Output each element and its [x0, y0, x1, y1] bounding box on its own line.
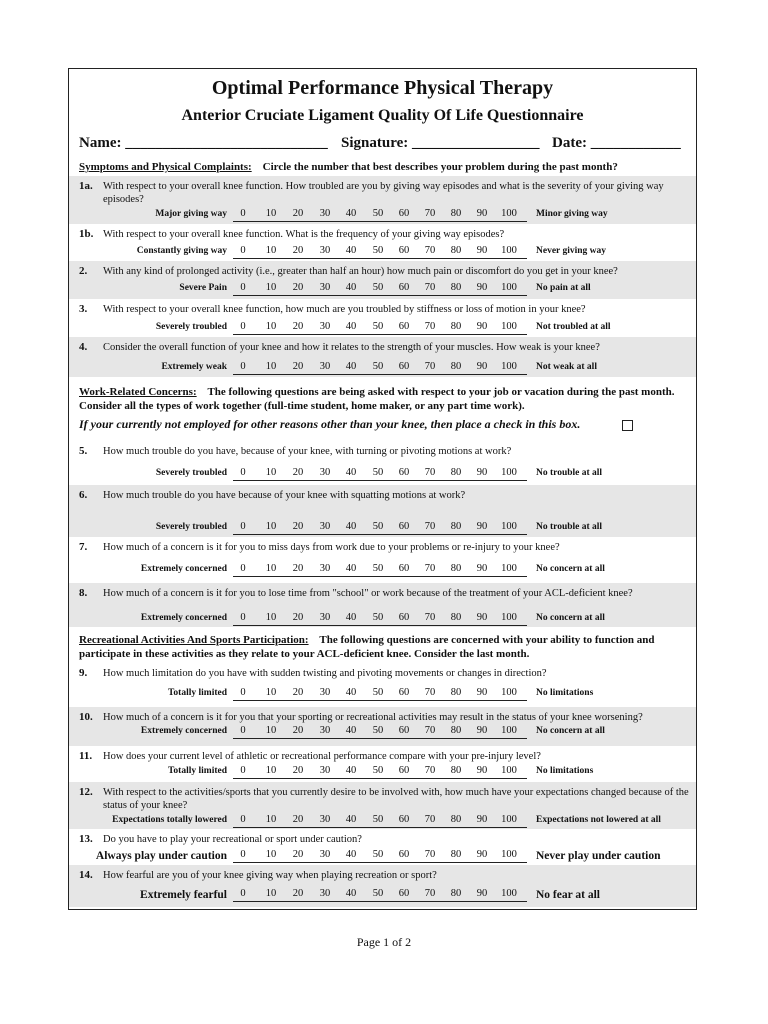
question-number: 8. — [79, 587, 88, 599]
rating-scale — [233, 765, 527, 779]
signature-field[interactable]: Signature: _________________ — [341, 135, 540, 151]
scale-value-100[interactable]: 100 — [501, 467, 517, 478]
question-row — [69, 261, 696, 299]
scale-value-60[interactable]: 60 — [398, 765, 410, 776]
recreation-section-header — [79, 633, 687, 661]
scale-value-40[interactable]: 40 — [345, 321, 357, 332]
scale-value-80[interactable]: 80 — [450, 849, 462, 860]
scale-value-90[interactable]: 90 — [476, 765, 488, 776]
question-number: 5. — [79, 445, 88, 457]
scale-value-60[interactable]: 60 — [398, 467, 410, 478]
question-row — [69, 537, 696, 583]
scale-left-anchor: Totally limited — [167, 766, 227, 776]
question-text: How much limitation do you have with sudden twisting and pivoting movements or changes in direction? — [103, 668, 547, 679]
name-field[interactable]: Name: ___________________________ — [79, 135, 328, 151]
scale-value-40[interactable]: 40 — [345, 765, 357, 776]
rating-scale — [233, 245, 527, 259]
scale-value-0[interactable]: 0 — [240, 208, 246, 219]
question-text: How fearful are you of your knee giving way when playing recreation or sport? — [103, 870, 437, 881]
scale-value-70[interactable]: 70 — [424, 687, 436, 698]
identity-fields — [79, 135, 689, 155]
question-row — [69, 865, 696, 907]
scale-value-80[interactable]: 80 — [450, 321, 462, 332]
scale-value-90[interactable]: 90 — [476, 612, 488, 623]
scale-value-70[interactable]: 70 — [424, 208, 436, 219]
question-row — [69, 224, 696, 261]
scale-value-10[interactable]: 10 — [265, 612, 277, 623]
scale-value-60[interactable]: 60 — [398, 612, 410, 623]
scale-right-anchor: No trouble at all — [536, 468, 603, 478]
scale-value-10[interactable]: 10 — [265, 361, 277, 372]
question-row — [69, 337, 696, 377]
question-number: 1a. — [79, 180, 93, 192]
scale-value-50[interactable]: 50 — [372, 282, 384, 293]
scale-value-100[interactable]: 100 — [501, 521, 517, 532]
question-row — [69, 782, 696, 829]
scale-value-20[interactable]: 20 — [292, 282, 304, 293]
question-number: 7. — [79, 541, 88, 553]
scale-right-anchor: Not weak at all — [536, 362, 597, 372]
scale-value-30[interactable]: 30 — [319, 208, 331, 219]
scale-value-40[interactable]: 40 — [345, 245, 357, 256]
scale-right-anchor: No limitations — [536, 766, 594, 776]
question-row — [69, 663, 696, 707]
scale-value-30[interactable]: 30 — [319, 765, 331, 776]
scale-value-40[interactable]: 40 — [345, 563, 357, 574]
question-row — [69, 299, 696, 337]
scale-value-20[interactable]: 20 — [292, 361, 304, 372]
scale-value-10[interactable]: 10 — [265, 521, 277, 532]
question-number: 13. — [79, 833, 93, 845]
scale-value-0[interactable]: 0 — [240, 725, 246, 736]
scale-value-100[interactable]: 100 — [501, 765, 517, 776]
scale-value-0[interactable]: 0 — [240, 814, 246, 825]
scale-value-100[interactable]: 100 — [501, 814, 517, 825]
scale-value-60[interactable]: 60 — [398, 521, 410, 532]
question-number: 3. — [79, 303, 88, 315]
scale-right-anchor: No trouble at all — [536, 522, 603, 532]
rating-scale — [233, 725, 527, 739]
scale-value-20[interactable]: 20 — [292, 888, 304, 899]
scale-value-30[interactable]: 30 — [319, 245, 331, 256]
scale-value-50[interactable]: 50 — [372, 765, 384, 776]
question-text: Consider the overall function of your knee and how it relates to the strength of your muscles. How weak is your knee? — [103, 342, 600, 353]
scale-right-anchor: No concern at all — [536, 726, 605, 736]
page-number: Page 1 of 2 — [356, 935, 412, 949]
questionnaire-sheet — [68, 68, 697, 910]
scale-value-0[interactable]: 0 — [240, 687, 246, 698]
work-section-header — [79, 385, 687, 413]
question-text: With respect to your overall knee function. What is the frequency of your giving way episodes? — [103, 229, 505, 240]
scale-right-anchor: Expectations not lowered at all — [536, 815, 661, 825]
scale-value-30[interactable]: 30 — [319, 612, 331, 623]
scale-left-anchor: Severe Pain — [179, 283, 227, 293]
section-instruction: The following questions are concerned with your ability to function and participate in these activities as they relate to your ACL-deficient knee. Consider the last month. — [79, 634, 655, 660]
scale-left-anchor: Extremely weak — [161, 362, 227, 372]
scale-value-90[interactable]: 90 — [476, 725, 488, 736]
date-field[interactable]: Date: ____________ — [552, 135, 681, 151]
scale-value-60[interactable]: 60 — [398, 282, 410, 293]
scale-value-70[interactable]: 70 — [424, 725, 436, 736]
scale-value-60[interactable]: 60 — [398, 563, 410, 574]
scale-value-90[interactable]: 90 — [476, 282, 488, 293]
scale-value-10[interactable]: 10 — [265, 888, 277, 899]
scale-left-anchor: Extremely concerned — [140, 726, 227, 736]
scale-left-anchor: Extremely fearful — [140, 889, 227, 901]
scale-value-80[interactable]: 80 — [450, 208, 462, 219]
clinic-title: Optimal Performance Physical Therapy — [211, 77, 554, 99]
scale-right-anchor: Minor giving way — [536, 209, 608, 219]
rating-scale — [233, 467, 527, 481]
scale-value-20[interactable]: 20 — [292, 521, 304, 532]
scale-value-60[interactable]: 60 — [398, 208, 410, 219]
scale-value-100[interactable]: 100 — [501, 687, 517, 698]
rating-scale — [233, 849, 527, 863]
question-number: 4. — [79, 341, 88, 353]
scale-value-70[interactable]: 70 — [424, 612, 436, 623]
section-instruction: The following questions are being asked with respect to your job or vacation during the past month. Consider all the types of work together (full-time student, home maker, or any part time work). — [79, 386, 675, 412]
scale-value-70[interactable]: 70 — [424, 888, 436, 899]
scale-value-20[interactable]: 20 — [292, 245, 304, 256]
scale-value-60[interactable]: 60 — [398, 814, 410, 825]
scale-value-30[interactable]: 30 — [319, 814, 331, 825]
rating-scale — [233, 687, 527, 701]
scale-value-70[interactable]: 70 — [424, 467, 436, 478]
scale-value-20[interactable]: 20 — [292, 849, 304, 860]
scale-right-anchor: Not troubled at all — [536, 322, 611, 332]
scale-value-60[interactable]: 60 — [398, 849, 410, 860]
question-number: 14. — [79, 869, 93, 881]
scale-value-40[interactable]: 40 — [345, 612, 357, 623]
rating-scale — [233, 612, 527, 626]
scale-value-100[interactable]: 100 — [501, 888, 517, 899]
question-text: How does your current level of athletic or recreational performance compare with your pre-injury level? — [103, 751, 541, 762]
scale-value-50[interactable]: 50 — [372, 521, 384, 532]
scale-left-anchor: Extremely concerned — [140, 613, 227, 623]
scale-left-anchor: Always play under caution — [95, 850, 227, 862]
section-heading: Work-Related Concerns: — [79, 386, 197, 398]
rating-scale — [233, 814, 527, 828]
question-row — [69, 441, 696, 485]
scale-value-70[interactable]: 70 — [424, 765, 436, 776]
question-text: With respect to the activities/sports that you currently desire to be involved with, how much have your expectations changed because of the status of your knee? — [103, 787, 689, 811]
scale-value-90[interactable]: 90 — [476, 563, 488, 574]
scale-value-70[interactable]: 70 — [424, 321, 436, 332]
scale-value-0[interactable]: 0 — [240, 612, 246, 623]
scale-value-20[interactable]: 20 — [292, 765, 304, 776]
scale-value-30[interactable]: 30 — [319, 563, 331, 574]
scale-value-10[interactable]: 10 — [265, 245, 277, 256]
question-number: 11. — [79, 750, 93, 762]
section-instruction: Circle the number that best describes your problem during the past month? — [262, 161, 618, 173]
scale-value-80[interactable]: 80 — [450, 245, 462, 256]
scale-value-50[interactable]: 50 — [372, 612, 384, 623]
scale-value-30[interactable]: 30 — [319, 687, 331, 698]
scale-value-80[interactable]: 80 — [450, 725, 462, 736]
scale-value-10[interactable]: 10 — [265, 814, 277, 825]
scale-value-100[interactable]: 100 — [501, 612, 517, 623]
scale-value-30[interactable]: 30 — [319, 361, 331, 372]
not-employed-checkbox[interactable] — [622, 420, 633, 431]
scale-value-60[interactable]: 60 — [398, 725, 410, 736]
scale-value-20[interactable]: 20 — [292, 612, 304, 623]
rating-scale — [233, 208, 527, 222]
scale-right-anchor: Never play under caution — [536, 850, 661, 862]
scale-left-anchor: Constantly giving way — [136, 246, 227, 256]
scale-value-10[interactable]: 10 — [265, 687, 277, 698]
scale-value-90[interactable]: 90 — [476, 521, 488, 532]
scale-value-80[interactable]: 80 — [450, 563, 462, 574]
scale-left-anchor: Severely troubled — [155, 468, 227, 478]
scale-value-10[interactable]: 10 — [265, 467, 277, 478]
scale-value-90[interactable]: 90 — [476, 467, 488, 478]
question-text: Do you have to play your recreational or sport under caution? — [103, 834, 362, 845]
scale-value-20[interactable]: 20 — [292, 725, 304, 736]
scale-value-70[interactable]: 70 — [424, 563, 436, 574]
scale-value-80[interactable]: 80 — [450, 282, 462, 293]
scale-value-20[interactable]: 20 — [292, 563, 304, 574]
scale-value-70[interactable]: 70 — [424, 361, 436, 372]
scale-value-80[interactable]: 80 — [450, 765, 462, 776]
scale-value-100[interactable]: 100 — [501, 849, 517, 860]
scale-value-10[interactable]: 10 — [265, 563, 277, 574]
scale-value-90[interactable]: 90 — [476, 361, 488, 372]
question-row — [69, 176, 696, 224]
scale-value-50[interactable]: 50 — [372, 467, 384, 478]
question-number: 10. — [79, 711, 93, 723]
scale-left-anchor: Expectations totally lowered — [112, 815, 227, 825]
scale-value-30[interactable]: 30 — [319, 282, 331, 293]
scale-value-40[interactable]: 40 — [345, 282, 357, 293]
scale-value-0[interactable]: 0 — [240, 467, 246, 478]
scale-right-anchor: Never giving way — [536, 246, 607, 256]
scale-value-0[interactable]: 0 — [240, 888, 246, 899]
scale-value-60[interactable]: 60 — [398, 245, 410, 256]
scale-value-50[interactable]: 50 — [372, 888, 384, 899]
scale-value-10[interactable]: 10 — [265, 725, 277, 736]
scale-value-10[interactable]: 10 — [265, 282, 277, 293]
scale-value-70[interactable]: 70 — [424, 282, 436, 293]
scale-left-anchor: Severely troubled — [155, 322, 227, 332]
question-text: With respect to your overall knee function, how much are you troubled by stiffness or loss of motion in your knee? — [103, 304, 586, 315]
question-number: 1b. — [79, 228, 94, 240]
scale-value-80[interactable]: 80 — [450, 467, 462, 478]
question-text: How much of a concern is it for you to lose time from "school" or work because of the treatment of your ACL-deficient knee? — [103, 588, 633, 599]
rating-scale — [233, 361, 527, 375]
scale-value-10[interactable]: 10 — [265, 208, 277, 219]
rating-scale — [233, 282, 527, 296]
rating-scale — [233, 888, 527, 902]
question-row — [69, 707, 696, 746]
scale-value-20[interactable]: 20 — [292, 321, 304, 332]
scale-value-40[interactable]: 40 — [345, 361, 357, 372]
scale-value-50[interactable]: 50 — [372, 361, 384, 372]
scale-value-50[interactable]: 50 — [372, 245, 384, 256]
scale-value-80[interactable]: 80 — [450, 687, 462, 698]
scale-value-70[interactable]: 70 — [424, 814, 436, 825]
question-text: With respect to your overall knee function. How troubled are you by giving way episodes and what is the severity of your giving way episodes? — [103, 181, 664, 205]
scale-value-40[interactable]: 40 — [345, 521, 357, 532]
not-employed-note — [79, 417, 580, 432]
scale-value-50[interactable]: 50 — [372, 849, 384, 860]
question-number: 2. — [79, 265, 88, 277]
scale-value-30[interactable]: 30 — [319, 521, 331, 532]
scale-value-30[interactable]: 30 — [319, 467, 331, 478]
form-title: Anterior Cruciate Ligament Quality Of Life Questionnaire — [181, 107, 584, 124]
question-text: With any kind of prolonged activity (i.e., greater than half an hour) how much pain or discomfort do you get in your knee? — [103, 266, 618, 277]
scale-value-30[interactable]: 30 — [319, 725, 331, 736]
rating-scale — [233, 321, 527, 335]
scale-value-10[interactable]: 10 — [265, 321, 277, 332]
scale-left-anchor: Severely troubled — [155, 522, 227, 532]
scale-value-90[interactable]: 90 — [476, 814, 488, 825]
scale-value-100[interactable]: 100 — [501, 282, 517, 293]
scale-value-50[interactable]: 50 — [372, 563, 384, 574]
scale-value-80[interactable]: 80 — [450, 888, 462, 899]
scale-value-60[interactable]: 60 — [398, 361, 410, 372]
section-heading: Recreational Activities And Sports Participation: — [79, 634, 309, 646]
scale-left-anchor: Totally limited — [167, 688, 227, 698]
scale-value-40[interactable]: 40 — [345, 687, 357, 698]
scale-right-anchor: No concern at all — [536, 613, 605, 623]
scale-value-40[interactable]: 40 — [345, 467, 357, 478]
scale-value-70[interactable]: 70 — [424, 245, 436, 256]
scale-left-anchor: Major giving way — [155, 209, 227, 219]
scale-right-anchor: No fear at all — [536, 889, 600, 901]
scale-value-90[interactable]: 90 — [476, 849, 488, 860]
scale-value-100[interactable]: 100 — [501, 725, 517, 736]
scale-right-anchor: No limitations — [536, 688, 594, 698]
scale-value-0[interactable]: 0 — [240, 321, 246, 332]
scale-value-50[interactable]: 50 — [372, 208, 384, 219]
scale-value-60[interactable]: 60 — [398, 321, 410, 332]
question-number: 6. — [79, 489, 88, 501]
scale-value-0[interactable]: 0 — [240, 563, 246, 574]
rating-scale — [233, 563, 527, 577]
scale-value-50[interactable]: 50 — [372, 687, 384, 698]
scale-value-0[interactable]: 0 — [240, 765, 246, 776]
scale-value-90[interactable]: 90 — [476, 245, 488, 256]
scale-value-20[interactable]: 20 — [292, 814, 304, 825]
scale-value-70[interactable]: 70 — [424, 521, 436, 532]
scale-value-60[interactable]: 60 — [398, 888, 410, 899]
scale-value-40[interactable]: 40 — [345, 888, 357, 899]
scale-value-100[interactable]: 100 — [501, 321, 517, 332]
question-row — [69, 746, 696, 782]
scale-value-40[interactable]: 40 — [345, 849, 357, 860]
scale-value-90[interactable]: 90 — [476, 208, 488, 219]
scale-value-80[interactable]: 80 — [450, 521, 462, 532]
question-text: How much of a concern is it for you to miss days from work due to your problems or re-injury to your knee? — [103, 542, 560, 553]
scale-value-90[interactable]: 90 — [476, 888, 488, 899]
scale-value-0[interactable]: 0 — [240, 245, 246, 256]
scale-value-30[interactable]: 30 — [319, 888, 331, 899]
scale-value-0[interactable]: 0 — [240, 521, 246, 532]
scale-value-30[interactable]: 30 — [319, 321, 331, 332]
scale-right-anchor: No pain at all — [536, 283, 591, 293]
scale-value-100[interactable]: 100 — [501, 361, 517, 372]
scale-value-90[interactable]: 90 — [476, 687, 488, 698]
question-number: 9. — [79, 667, 88, 679]
not-employed-text: If your currently not employed for other reasons other than your knee, then place a check in this box. — [79, 417, 581, 431]
rating-scale — [233, 521, 527, 535]
section-heading: Symptoms and Physical Complaints: — [79, 161, 252, 173]
scale-value-0[interactable]: 0 — [240, 361, 246, 372]
scale-value-100[interactable]: 100 — [501, 208, 517, 219]
scale-value-80[interactable]: 80 — [450, 814, 462, 825]
question-text: How much trouble do you have because of your knee with squatting motions at work? — [103, 490, 466, 501]
scale-value-80[interactable]: 80 — [450, 361, 462, 372]
scale-value-100[interactable]: 100 — [501, 245, 517, 256]
scale-value-90[interactable]: 90 — [476, 321, 488, 332]
question-text: How much of a concern is it for you that your sporting or recreational activities may result in the status of your knee worsening? — [103, 712, 643, 723]
scale-value-40[interactable]: 40 — [345, 814, 357, 825]
scale-value-20[interactable]: 20 — [292, 208, 304, 219]
scale-value-60[interactable]: 60 — [398, 687, 410, 698]
question-row — [69, 485, 696, 537]
scale-value-100[interactable]: 100 — [501, 563, 517, 574]
symptoms-section-header — [79, 160, 687, 174]
scale-value-10[interactable]: 10 — [265, 849, 277, 860]
question-row — [69, 583, 696, 627]
question-text: How much trouble do you have, because of your knee, with turning or pivoting motions at work? — [103, 446, 512, 457]
scale-value-50[interactable]: 50 — [372, 814, 384, 825]
scale-value-40[interactable]: 40 — [345, 208, 357, 219]
question-number: 12. — [79, 786, 93, 798]
scale-value-70[interactable]: 70 — [424, 849, 436, 860]
scale-value-20[interactable]: 20 — [292, 687, 304, 698]
question-row — [69, 829, 696, 865]
scale-value-80[interactable]: 80 — [450, 612, 462, 623]
scale-value-40[interactable]: 40 — [345, 725, 357, 736]
scale-value-10[interactable]: 10 — [265, 765, 277, 776]
scale-left-anchor: Extremely concerned — [140, 564, 227, 574]
scale-value-20[interactable]: 20 — [292, 467, 304, 478]
scale-right-anchor: No concern at all — [536, 564, 605, 574]
scale-value-30[interactable]: 30 — [319, 849, 331, 860]
scale-value-0[interactable]: 0 — [240, 849, 246, 860]
scale-value-50[interactable]: 50 — [372, 725, 384, 736]
scale-value-50[interactable]: 50 — [372, 321, 384, 332]
scale-value-0[interactable]: 0 — [240, 282, 246, 293]
